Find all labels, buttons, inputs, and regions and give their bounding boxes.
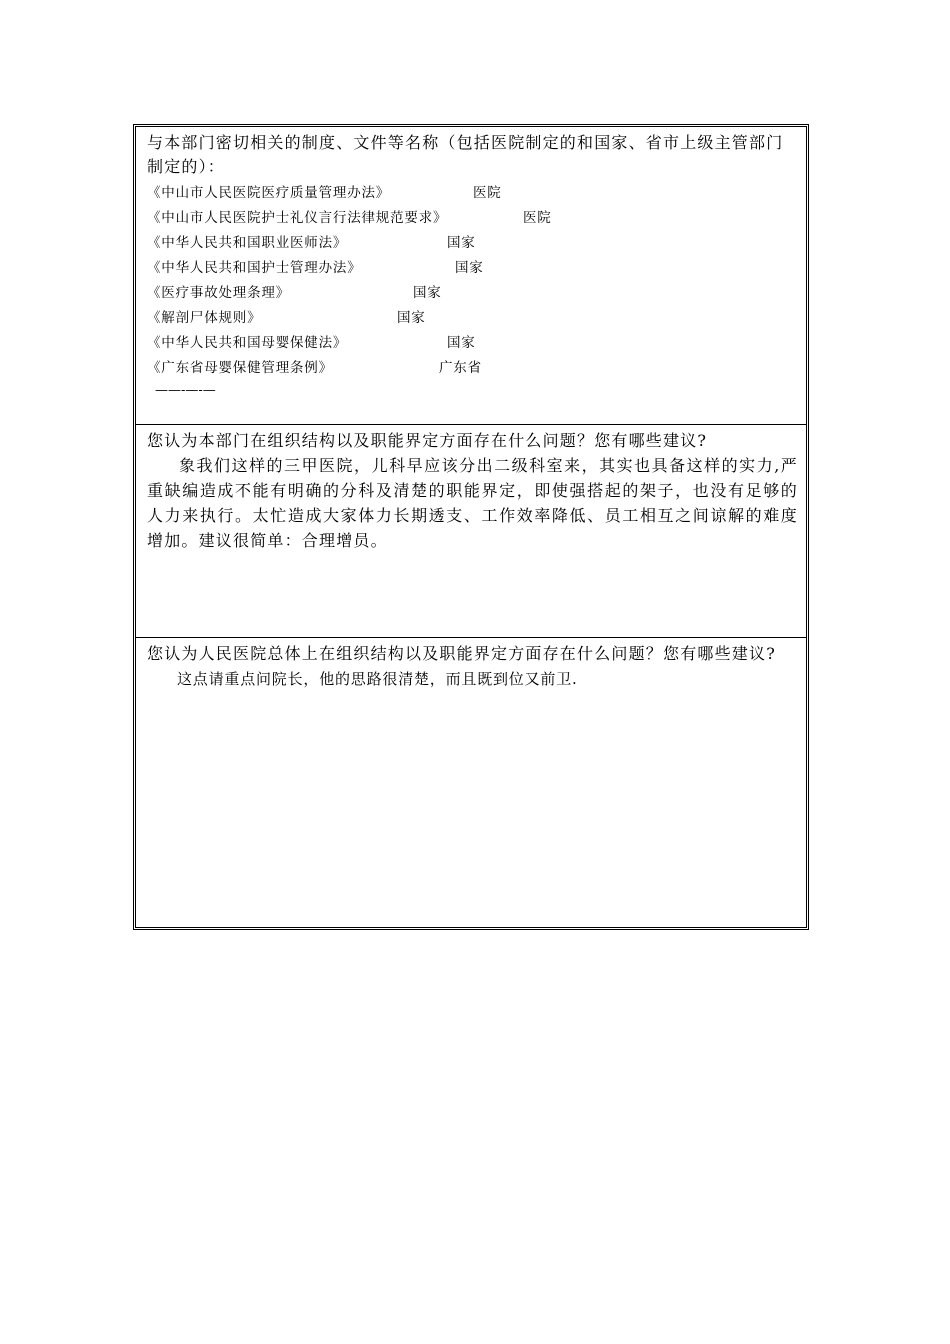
document-level: 医院	[523, 210, 552, 226]
department-structure-prompt: 您认为本部门在组织结构以及职能界定方面存在什么问题？您有哪些建议?	[147, 431, 708, 450]
list-item	[147, 206, 798, 231]
list-item	[147, 356, 798, 381]
hospital-structure-answer: 这点请重点问院长，他的思路很清楚，而且既到位又前卫.	[177, 670, 578, 688]
document-level: 国家	[447, 335, 476, 351]
document-name: 《中华人民共和国护士管理办法》	[147, 260, 362, 276]
hospital-structure-prompt: 您认为人民医院总体上在组织结构以及职能界定方面存在什么问题？您有哪些建议?	[147, 644, 776, 663]
hospital-structure-section	[136, 638, 806, 927]
document-name: 《中山市人民医院医疗质量管理办法》	[147, 185, 391, 201]
document-level: 医院	[473, 185, 502, 201]
survey-form-table	[133, 124, 809, 930]
document-name: 《中华人民共和国母婴保健法》	[147, 335, 348, 351]
document-name: 《中山市人民医院护士礼仪言行法律规范要求》	[147, 210, 448, 226]
document-level: 国家	[447, 235, 476, 251]
list-item	[147, 231, 798, 256]
document-name: 《解剖尸体规则》	[147, 310, 262, 326]
document-name: 《广东省母婴保健管理条例》	[147, 360, 333, 376]
document-level: 广东省	[439, 360, 482, 376]
document-name: 《中华人民共和国职业医师法》	[147, 235, 348, 251]
list-item	[147, 181, 798, 206]
document-level: 国家	[413, 285, 442, 301]
document-list	[147, 181, 798, 381]
list-item	[147, 256, 798, 281]
list-item	[147, 281, 798, 306]
document-name: 《医疗事故处理条理》	[147, 285, 290, 301]
related-documents-section	[136, 127, 806, 425]
list-item	[147, 306, 798, 331]
document-level: 国家	[455, 260, 484, 276]
document-level: 国家	[397, 310, 426, 326]
list-end-mark: ——-—-—	[155, 383, 216, 398]
related-documents-prompt: 与本部门密切相关的制度、文件等名称（包括医院制定的和国家、省市上级主管部门制定的）：	[147, 133, 784, 176]
department-structure-section	[136, 425, 806, 638]
list-item	[147, 331, 798, 356]
department-structure-answer: 象我们这样的三甲医院，儿科早应该分出二级科室来，其实也具备这样的实力,严重缺编造成不能有明确的分科及清楚的职能界定，即使强搭起的架子，也没有足够的人力来执行。太忙造成大家体力长期透支、工作效率降低、员工相互之间谅解的难度增加。建议很简单：合理增员。	[147, 456, 798, 550]
